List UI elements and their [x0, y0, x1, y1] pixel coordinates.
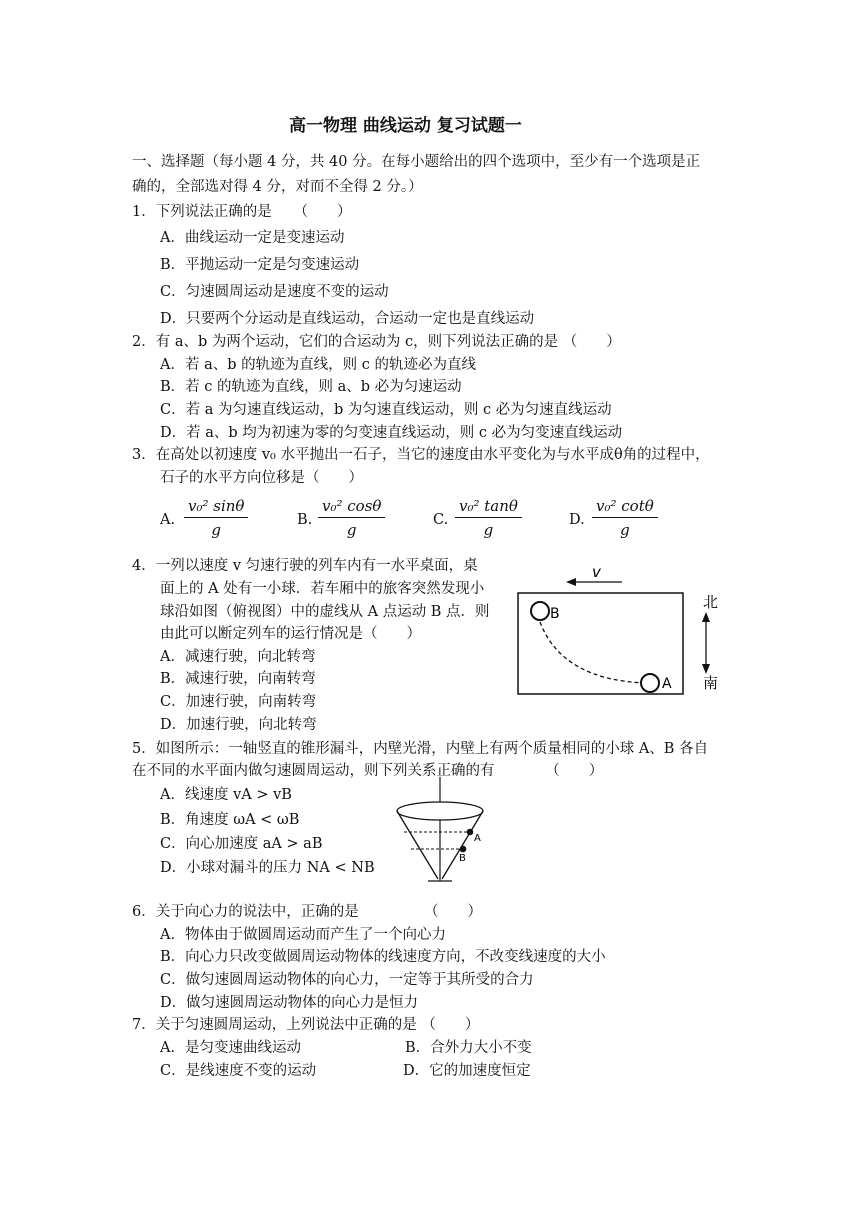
q4-option-a: A．减速行驶，向北转弯 [160, 649, 316, 665]
q7-option-b: B．合外力大小不变 [405, 1040, 532, 1056]
point-b-label: B [550, 606, 560, 622]
q3-option-a-label: A. [160, 512, 176, 528]
section-heading-line2: 确的，全部选对得 4 分，对而不全得 2 分。） [132, 179, 423, 195]
ball-b [460, 846, 467, 853]
q3-option-c-label: C. [433, 512, 449, 528]
q2-option-c: C．若 a 为匀速直线运动，b 为匀速直线运动，则 c 必为匀速直线运动 [160, 402, 612, 418]
q1-option-c: C．匀速圆周运动是速度不变的运动 [160, 284, 389, 300]
q3-option-d-denominator: g [620, 521, 630, 539]
north-label: 北 [703, 593, 719, 611]
q2-option-b: B．若 c 的轨迹为直线，则 a、b 必为匀速运动 [160, 379, 462, 395]
ball-b [531, 602, 549, 620]
q7-option-d: D．它的加速度恒定 [403, 1063, 531, 1079]
q6-option-a: A．物体由于做圆周运动而产生了一个向心力 [160, 927, 446, 943]
q4-stem-line4: 由此可以断定列车的运行情况是（ ） [160, 626, 421, 642]
q2-stem: 2．有 a、b 为两个运动，它们的合运动为 c，则下列说法正确的是 （ ） [132, 334, 621, 350]
q3-option-d-formula [592, 497, 658, 539]
q6-option-b: B．向心力只改变做圆周运动物体的线速度方向，不改变线速度的大小 [160, 949, 606, 965]
ball-a [641, 674, 659, 692]
q5-option-c: C．向心加速度 aA > aB [160, 836, 323, 852]
q3-option-b-denominator: g [346, 521, 357, 539]
q3-option-c-denominator: g [483, 521, 494, 539]
q3-option-a-numerator: v₀² sinθ [184, 497, 248, 518]
ball-a [467, 829, 474, 836]
south-label: 南 [703, 674, 719, 692]
q6-stem: 6．关于向心力的说法中，正确的是 （ ） [132, 904, 482, 920]
q5-stem-line2: 在不同的水平面内做匀速圆周运动，则下列关系正确的有 （ ） [132, 763, 604, 779]
trajectory-dashed-path [540, 622, 646, 683]
ball-b-label: B [459, 853, 466, 864]
q1-stem: 1．下列说法正确的是 （ ） [132, 204, 352, 220]
q5-option-a: A．线速度 vA > vB [160, 787, 292, 803]
section-heading-line1: 一、选择题（每小题 4 分，共 40 分。在每小题给出的四个选项中，至少有一个选项是正 [132, 154, 701, 170]
q5-option-b: B．角速度 ωA < ωB [160, 812, 300, 828]
q4-option-d: D．加速行驶，向北转弯 [160, 717, 317, 733]
q3-option-c-numerator: v₀² tanθ [455, 497, 522, 518]
q3-option-d-numerator: v₀² cotθ [592, 497, 658, 518]
q4-stem-line2: 面上的 A 处有一小球．若车厢中的旅客突然发现小 [160, 581, 485, 597]
q2-option-a: A．若 a、b 的轨迹为直线，则 c 的轨迹必为直线 [160, 357, 476, 373]
q6-option-d: D．做匀速圆周运动物体的向心力是恒力 [160, 995, 419, 1011]
q6-option-c: C．做匀速圆周运动物体的向心力，一定等于其所受的合力 [160, 972, 534, 988]
q4-stem-line1: 4．一列以速度 v 匀速行驶的列车内有一水平桌面，桌 [132, 558, 478, 574]
q7-option-c: C．是线速度不变的运动 [160, 1063, 317, 1079]
south-arrow-head [702, 664, 710, 674]
q3-option-b-formula [318, 497, 385, 539]
page-title: 高一物理 曲线运动 复习试题一 [289, 116, 522, 136]
funnel-left-wall [397, 811, 438, 879]
north-arrow-head [702, 612, 710, 622]
q5-stem-line1: 5．如图所示：一轴竖直的锥形漏斗，内壁光滑，内壁上有两个质量相同的小球 A、B 各自 [132, 741, 709, 757]
q2-option-d: D．若 a、b 均为初速为零的匀变速直线运动，则 c 必为匀变速直线运动 [160, 425, 623, 441]
velocity-arrow-head [566, 578, 576, 586]
q3-stem-line1: 3．在高处以初速度 v₀ 水平抛出一石子，当它的速度由水平变化为与水平成θ角的过程中， [132, 447, 710, 463]
q3-option-d-label: D. [569, 512, 585, 528]
ball-a-label: A [474, 833, 481, 844]
q1-option-d: D．只要两个分运动是直线运动，合运动一定也是直线运动 [160, 311, 535, 327]
q7-stem: 7．关于匀速圆周运动，上列说法中正确的是 （ ） [132, 1017, 480, 1033]
q1-option-a: A．曲线运动一定是变速运动 [160, 230, 345, 246]
q4-option-c: C．加速行驶，向南转弯 [160, 694, 317, 710]
q3-stem-line2: 石子的水平方向位移是（ ） [160, 470, 363, 486]
q3-option-b-numerator: v₀² cosθ [318, 497, 385, 518]
point-a-label: A [662, 676, 672, 692]
funnel-right-wall [442, 811, 483, 879]
q4-option-b: B．减速行驶，向南转弯 [160, 671, 316, 687]
q5-option-d: D．小球对漏斗的压力 NA < NB [160, 860, 375, 876]
q4-train-figure [510, 560, 740, 700]
q3-option-c-formula [455, 497, 522, 539]
q3-option-a-formula [184, 497, 248, 539]
q3-option-b-label: B. [297, 512, 313, 528]
velocity-label: v [592, 563, 601, 581]
funnel-rim [397, 802, 483, 820]
q4-stem-line3: 球沿如图（俯视图）中的虚线从 A 点运动 B 点．则 [160, 604, 490, 620]
q5-funnel-figure [388, 775, 498, 885]
q3-option-a-denominator: g [211, 521, 222, 539]
q7-option-a: A．是匀变速曲线运动 [160, 1040, 301, 1056]
q1-option-b: B．平抛运动一定是匀变速运动 [160, 257, 360, 273]
